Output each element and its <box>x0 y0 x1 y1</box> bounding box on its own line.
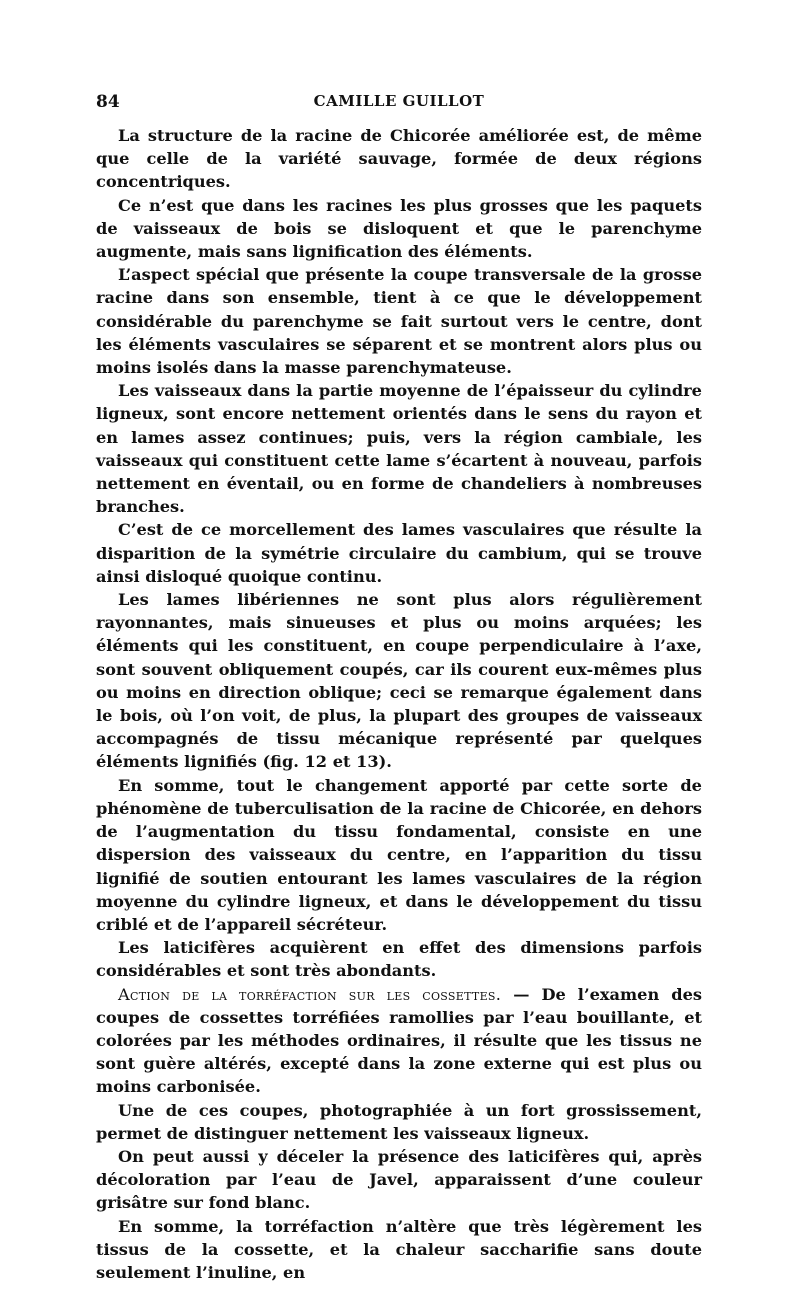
running-head: CAMILLE GUILLOT <box>313 92 485 110</box>
paragraph: En somme, la torréfaction n’altère que très légèrement les tissus de la cossette, et la chaleur saccharifie sans doute seulement l’inuline, en <box>96 1216 702 1282</box>
section-paragraph-text: — De l’examen des coupes de cossettes torréfiées ramollies par l’eau bouillante, et colorées par les méthodes ordinaires, il résulte que les tissus ne sont guère altérés, excepté dans la zone externe qui est plus ou moins carbonisée. <box>96 984 702 1097</box>
paragraph: Ce n’est que dans les racines les plus grosses que les paquets de vaisseaux de bois se disloquent et que le parenchyme augmente, mais sans lignification des éléments. <box>96 195 702 262</box>
paragraph: On peut aussi y déceler la présence des laticifères qui, après décoloration par l’eau de Javel, apparaissent d’une couleur grisâtre sur fond blanc. <box>96 1146 702 1213</box>
paragraph: La structure de la racine de Chicorée améliorée est, de même que celle de la variété sauvage, formée de deux régions concentriques. <box>96 126 702 192</box>
page-header <box>96 92 702 114</box>
body-text <box>96 124 702 1284</box>
paragraph: Les lames libériennes ne sont plus alors régulièrement rayonnantes, mais sinueuses et plus ou moins arquées; les éléments qui les constituent, en coupe perpendiculaire à l’axe, sont souvent obliquement coupés, car ils courent eux-mêmes plus ou moins en direction oblique; ceci se remarque également dans le bois, où l’on voit, de plus, la plupart des groupes de vaisseaux accompagnés de tissu mécanique représenté par quelques éléments lignifiés (fig. 12 et 13). <box>96 590 702 772</box>
paragraph: Les laticifères acquièrent en effet des dimensions parfois considérables et sont très abondants. <box>96 938 702 981</box>
page-number: 84 <box>96 92 120 112</box>
paragraph: C’est de ce morcellement des lames vasculaires que résulte la disparition de la symétrie circulaire du cambium, qui se trouve ainsi disloqué quoique continu. <box>96 520 702 586</box>
section-heading: Action de la torréfaction sur les cossettes. <box>118 984 502 1004</box>
paragraph: Les vaisseaux dans la partie moyenne de l’épaisseur du cylindre ligneux, sont encore nettement orientés dans le sens du rayon et en lames assez continues; puis, vers la région cambiale, les vaisseaux qui constituent cette lame s’écartent à nouveau, parfois nettement en éventail, ou en forme de chandeliers à nombreuses branches. <box>96 381 702 517</box>
paragraph: L’aspect spécial que présente la coupe transversale de la grosse racine dans son ensemble, tient à ce que le développement considérable du parenchyme se fait surtout vers le centre, dont les éléments vasculaires se séparent et se montrent alors plus ou moins isolés dans la masse parenchymateuse. <box>96 265 702 378</box>
paragraph: En somme, tout le changement apporté par cette sorte de phénomène de tuberculisation de la racine de Chicorée, en dehors de l’augmentation du tissu fondamental, consiste en une dispersion des vaisseaux du centre, en l’apparition du tissu lignifié de soutien entourant les lames vasculaires de la région moyenne du cylindre ligneux, et dans le développement du tissu criblé et de l’appareil sécréteur. <box>96 775 702 934</box>
section-paragraph <box>96 983 702 1099</box>
paragraph: Une de ces coupes, photographiée à un fort grossissement, permet de distinguer nettement les vaisseaux ligneux. <box>96 1100 702 1143</box>
